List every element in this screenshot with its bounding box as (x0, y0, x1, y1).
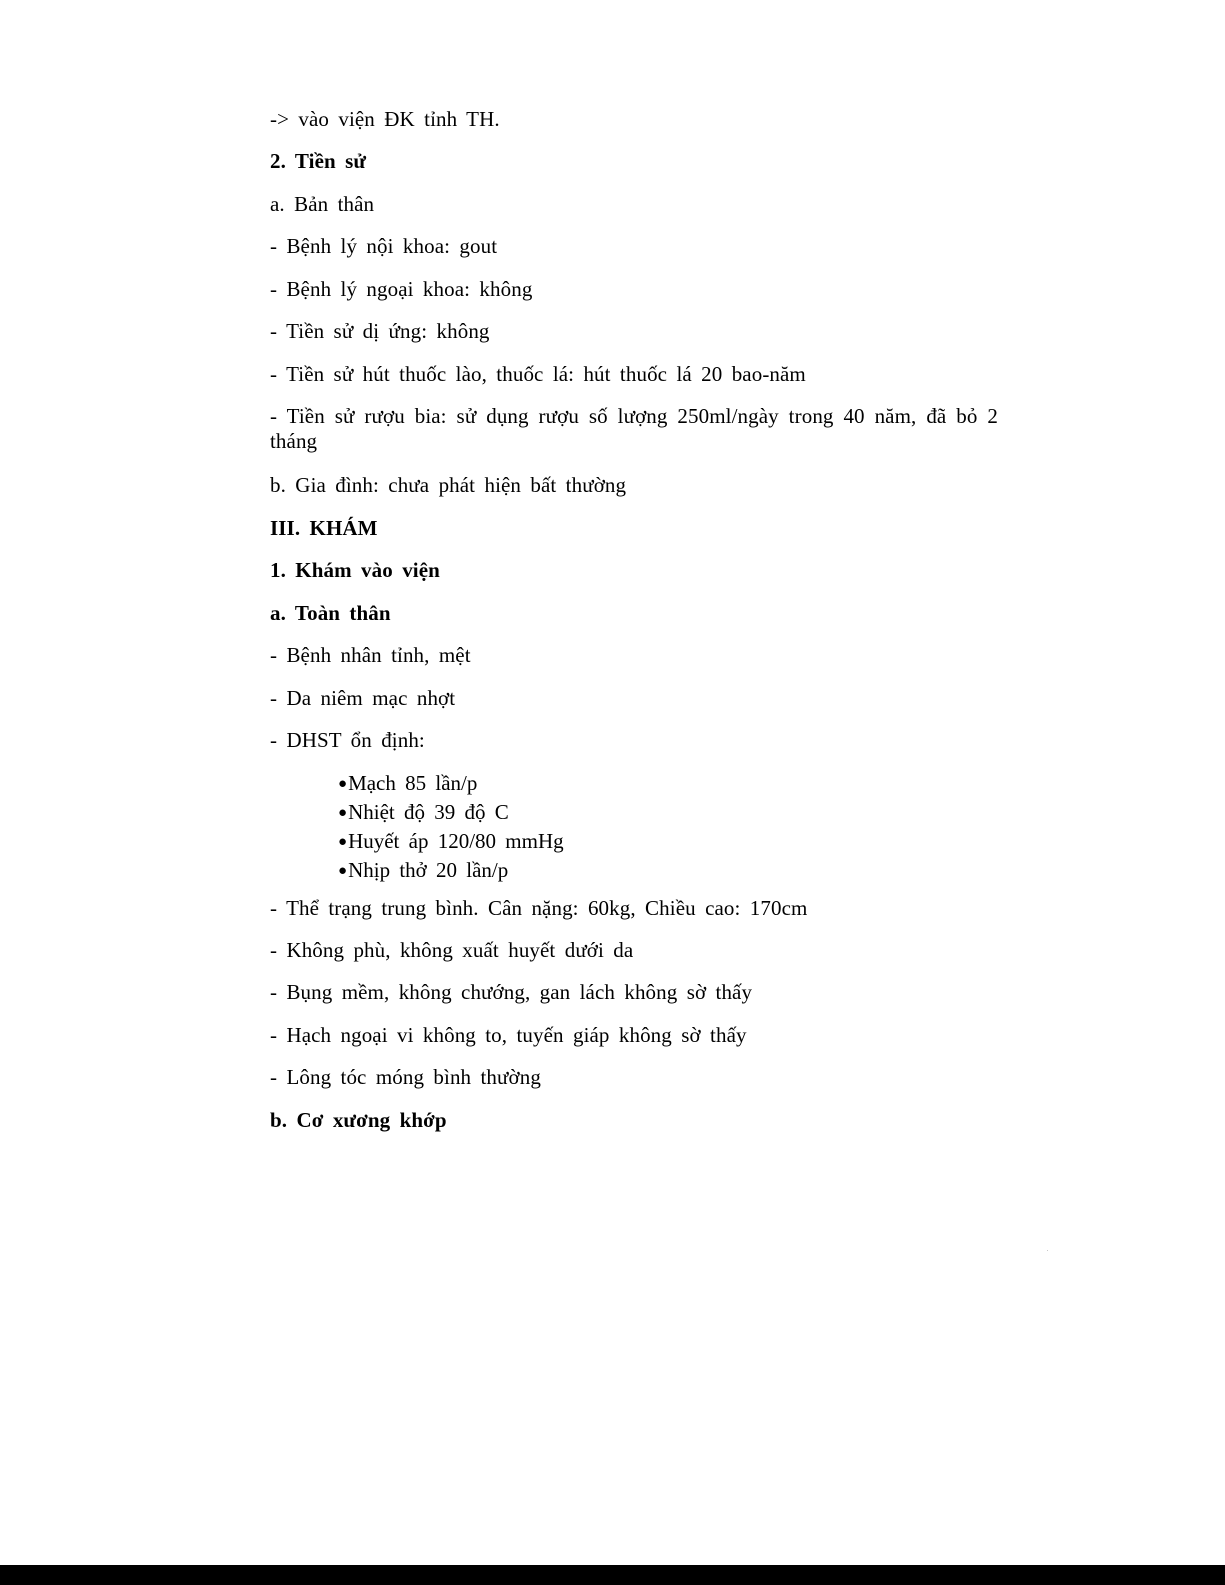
vitals-item-text: Mạch 85 lần/p (348, 771, 478, 795)
hair-nails-line: - Lông tóc móng bình thường (270, 1065, 541, 1089)
vitals-item-text: Nhịp thở 20 lần/p (348, 858, 509, 882)
heading-musculoskeletal: b. Cơ xương khớp (270, 1108, 447, 1132)
consciousness-line: - Bệnh nhân tỉnh, mệt (270, 643, 471, 667)
scan-speck (1047, 1250, 1048, 1251)
subheading-self: a. Bản thân (270, 192, 375, 216)
vitals-item-blood-pressure (338, 827, 564, 856)
vitals-item-pulse (338, 769, 564, 798)
smoking-line: - Tiền sử hút thuốc lào, thuốc lá: hút thuốc lá 20 bao-năm (270, 362, 806, 386)
bullet-icon: ● (338, 805, 348, 821)
bullet-icon: ● (338, 863, 348, 879)
heading-general-exam: a. Toàn thân (270, 601, 391, 625)
heading-admission-exam: 1. Khám vào viện (270, 558, 440, 582)
alcohol-line: - Tiền sử rượu bia: sử dụng rượu số lượng 250ml/ngày trong 40 năm, đã bỏ 2 tháng (270, 404, 1008, 453)
mucosa-line: - Da niêm mạc nhợt (270, 686, 456, 710)
family-history-line: b. Gia đình: chưa phát hiện bất thường (270, 473, 627, 497)
vitals-intro-line: - DHST ổn định: (270, 728, 425, 752)
bottom-scan-border (0, 1565, 1225, 1585)
bullet-icon: ● (338, 834, 348, 850)
vitals-item-respiratory-rate (338, 856, 564, 885)
physique-line: - Thể trạng trung bình. Cân nặng: 60kg, Chiều cao: 170cm (270, 896, 808, 920)
no-edema-line: - Không phù, không xuất huyết dưới da (270, 938, 634, 962)
admission-referral-line: -> vào viện ĐK tỉnh TH. (270, 107, 500, 131)
internal-disease-line: - Bệnh lý nội khoa: gout (270, 234, 498, 258)
vitals-list (338, 769, 564, 885)
heading-history: 2. Tiền sử (270, 149, 367, 173)
bullet-icon: ● (338, 776, 348, 792)
lymph-thyroid-line: - Hạch ngoại vi không to, tuyến giáp không sờ thấy (270, 1023, 747, 1047)
abdomen-line: - Bụng mềm, không chướng, gan lách không sờ thấy (270, 980, 753, 1004)
vitals-item-text: Nhiệt độ 39 độ C (348, 800, 509, 824)
surgical-disease-line: - Bệnh lý ngoại khoa: không (270, 277, 533, 301)
vitals-item-temperature (338, 798, 564, 827)
vitals-item-text: Huyết áp 120/80 mmHg (348, 829, 564, 853)
allergy-line: - Tiền sử dị ứng: không (270, 319, 490, 343)
heading-exam: III. KHÁM (270, 516, 378, 540)
